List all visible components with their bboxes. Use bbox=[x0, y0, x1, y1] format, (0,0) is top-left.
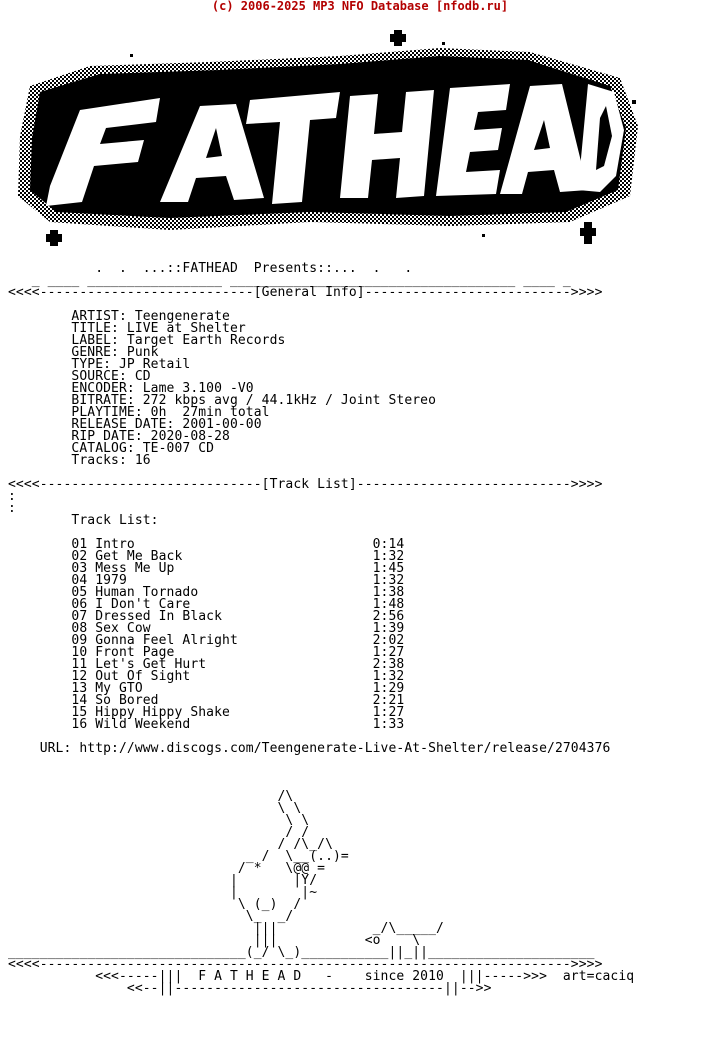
info-line: ENCODER: Lame 3.100 -V0 bbox=[8, 381, 254, 396]
track-row: 12 Out Of Sight 1:32 bbox=[8, 669, 405, 684]
info-line: LABEL: Target Earth Records bbox=[8, 333, 286, 348]
ascii-art-rabbit: /\ \ \ \ \ / / / /\_/\ _ / \__(..)= / * \@@ = | |Y/ | |~ \ (_) / \_ _/ ||| _/\_____/ ||| <o \ bbox=[229, 789, 444, 948]
ascii-border: : bbox=[8, 501, 16, 516]
info-line: PLAYTIME: 0h 27min total bbox=[8, 405, 270, 420]
presents-line: . . ...::FATHEAD Presents::... . . bbox=[8, 261, 413, 276]
track-row: 10 Front Page 1:27 bbox=[8, 645, 405, 660]
info-line: BITRATE: 272 kbps avg / 44.1kHz / Joint Stereo bbox=[8, 393, 437, 408]
general-info-block bbox=[8, 309, 436, 468]
section-footer-border: <<<<------------------------------------------------------------------->>>> bbox=[8, 957, 603, 972]
ascii-border: : bbox=[8, 489, 16, 504]
fathead-logo bbox=[10, 26, 650, 256]
info-line: CATALOG: TE-007 CD bbox=[8, 441, 215, 456]
ascii-divider: _ ____ _________________ ____________________________________ ____ _ bbox=[8, 273, 571, 288]
ascii-divider: ______________________________(_/ \_)___________||_||_____________________ bbox=[8, 945, 595, 960]
info-line: RIP DATE: 2020-08-28 bbox=[8, 429, 230, 444]
track-list-heading: Track List: bbox=[8, 513, 159, 528]
track-row: 07 Dressed In Black 2:56 bbox=[8, 609, 405, 624]
track-row: 09 Gonna Feel Alright 2:02 bbox=[8, 633, 405, 648]
section-header-track-list: <<<<----------------------------[Track List]--------------------------->>>> bbox=[8, 477, 603, 492]
track-row: 01 Intro 0:14 bbox=[8, 537, 405, 552]
track-row: 08 Sex Cow 1:39 bbox=[8, 621, 405, 636]
track-row: 11 Let's Get Hurt 2:38 bbox=[8, 657, 405, 672]
track-row: 15 Hippy Hippy Shake 1:27 bbox=[8, 705, 405, 720]
nfo-text bbox=[8, 263, 634, 995]
info-line: GENRE: Punk bbox=[8, 345, 159, 360]
track-row: 04 1979 1:32 bbox=[8, 573, 405, 588]
footer-line: <<--||----------------------------------||-->> bbox=[8, 981, 492, 996]
footer-line: <<<-----||| F A T H E A D - since 2010 |||----->>> art=caciq bbox=[8, 969, 635, 984]
track-row: 06 I Don't Care 1:48 bbox=[8, 597, 405, 612]
info-line: SOURCE: CD bbox=[8, 369, 151, 384]
info-line: ARTIST: Teengenerate bbox=[8, 309, 230, 324]
info-line: Tracks: 16 bbox=[8, 453, 151, 468]
track-row: 14 So Bored 2:21 bbox=[8, 693, 405, 708]
copyright-notice: (c) 2006-2025 MP3 NFO Database [nfodb.ru] bbox=[211, 0, 509, 13]
track-row: 03 Mess Me Up 1:45 bbox=[8, 561, 405, 576]
track-list bbox=[8, 537, 404, 732]
info-line: RELEASE DATE: 2001-00-00 bbox=[8, 417, 262, 432]
info-line: TYPE: JP Retail bbox=[8, 357, 191, 372]
url-line: URL: http://www.discogs.com/Teengenerate-Live-At-Shelter/release/2704376 bbox=[8, 741, 611, 756]
section-header-general-info: <<<<---------------------------[General Info]-------------------------->>>> bbox=[8, 285, 603, 300]
track-row: 02 Get Me Back 1:32 bbox=[8, 549, 405, 564]
track-row: 13 My GTO 1:29 bbox=[8, 681, 405, 696]
info-line: TITLE: LIVE at Shelter bbox=[8, 321, 246, 336]
track-row: 05 Human Tornado 1:38 bbox=[8, 585, 405, 600]
track-row: 16 Wild Weekend 1:33 bbox=[8, 717, 405, 732]
